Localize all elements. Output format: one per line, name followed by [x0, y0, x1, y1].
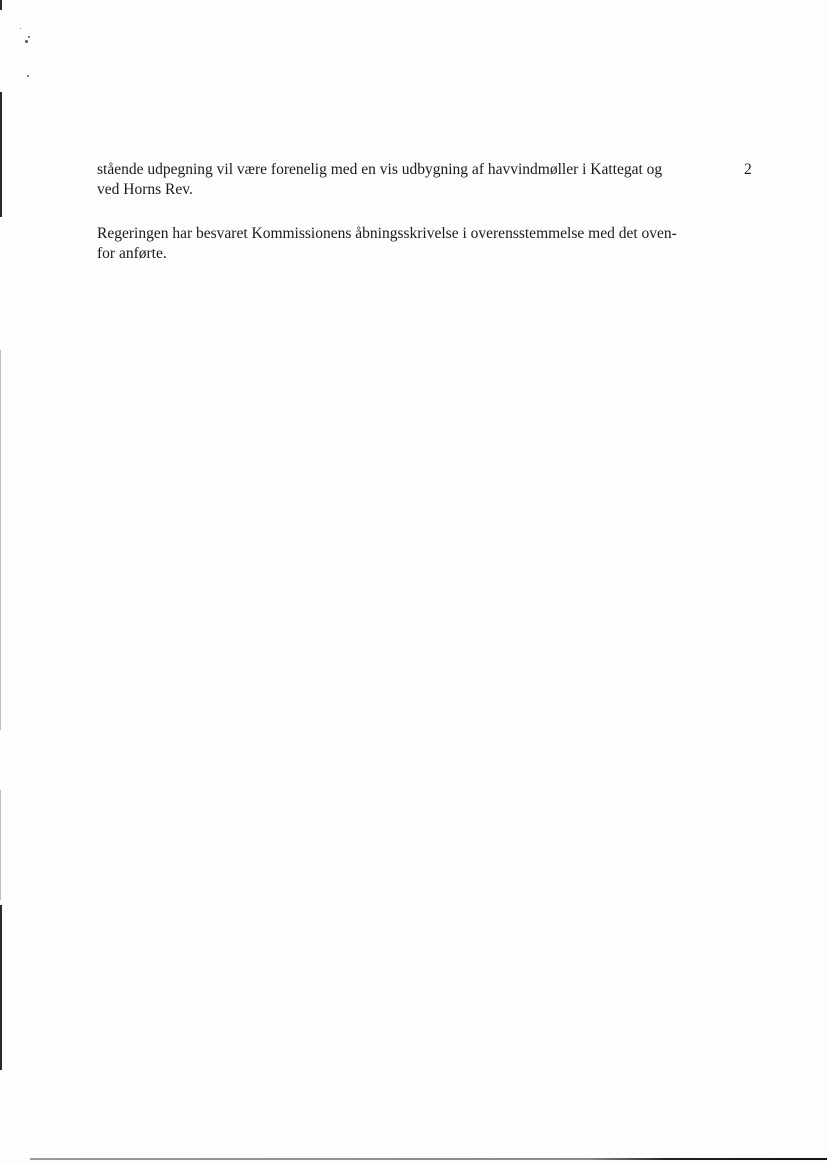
paragraph-line: Regeringen har besvaret Kommissionens åbningsskrivelse i overensstemmelse med det oven-: [97, 225, 677, 242]
scan-edge-artifact: [0, 350, 1, 730]
scan-bottom-edge: [30, 1158, 827, 1160]
scan-edge-artifact: [0, 0, 2, 10]
scan-speck: [28, 36, 30, 38]
paragraph-1: [97, 160, 727, 200]
scan-edge-artifact: [0, 905, 2, 1070]
scan-speck: [20, 28, 21, 29]
scan-edge-artifact: [0, 92, 2, 217]
paragraph-line: for anførte.: [97, 245, 167, 262]
page-number: 2: [744, 161, 752, 178]
scan-edge-artifact: [0, 790, 1, 900]
paragraph-line: ved Horns Rev.: [97, 181, 193, 198]
paragraph-2: [97, 224, 727, 264]
scan-speck: [25, 40, 28, 43]
scan-speck: [27, 75, 29, 77]
paragraph-line: stående udpegning vil være forenelig med en vis udbygning af havvindmøller i Kattegat og: [97, 161, 663, 178]
